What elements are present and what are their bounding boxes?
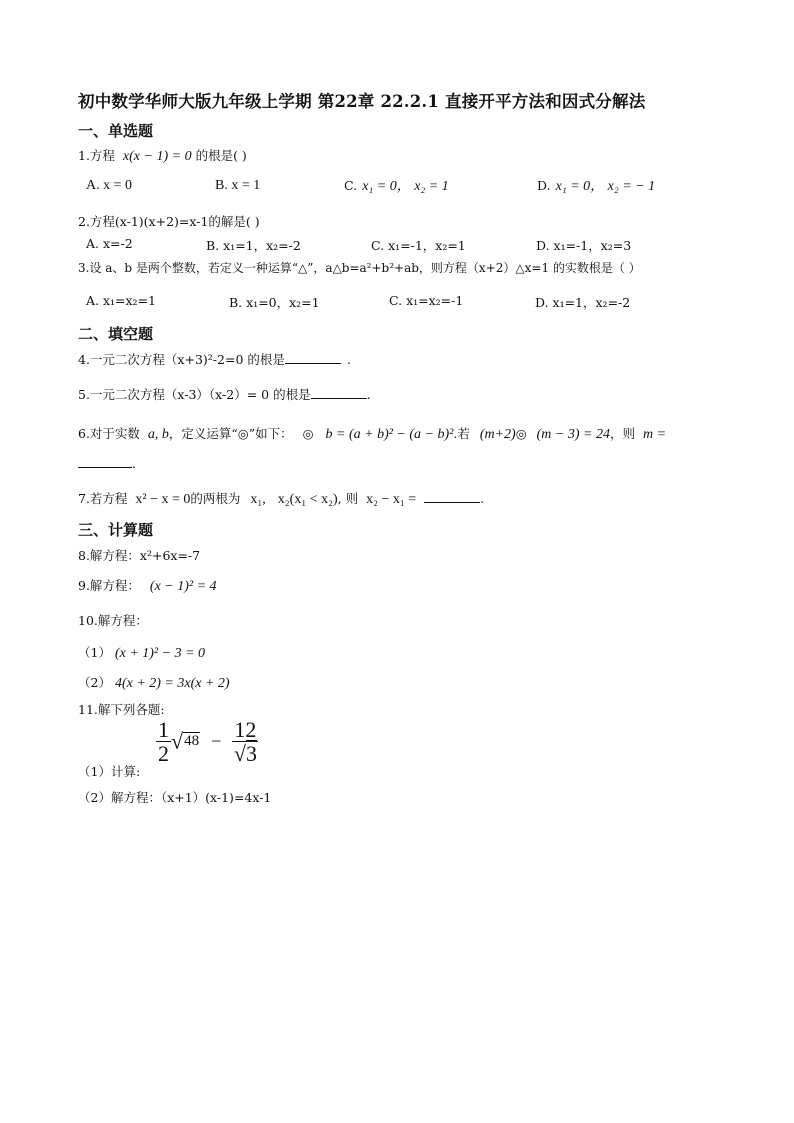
q7-mid: 的两根为	[190, 491, 241, 506]
q11-fraction-num: 12	[234, 717, 257, 742]
q1-prefix: 1.方程	[78, 148, 115, 163]
q5-end: .	[366, 387, 371, 402]
q3-option-a: A. x₁=x₂=1	[86, 293, 156, 308]
question-11: 11.解下列各题:	[78, 702, 165, 717]
q1-option-b: B. x = 1	[215, 178, 261, 193]
section-heading-calculation: 三、计算题	[78, 521, 154, 539]
section-heading-fill-blank: 二、填空题	[78, 325, 154, 343]
q6-operator-2: ◎	[515, 426, 527, 441]
q7-x1: x₁,	[250, 492, 266, 507]
q10-part-1	[78, 643, 205, 662]
q1-option-d-math: x₁ = 0， x₂ = − 1	[555, 179, 656, 194]
q1-option-c	[344, 175, 449, 195]
question-4	[78, 350, 351, 368]
q7-end: .	[480, 491, 485, 506]
q11-fraction	[232, 718, 258, 765]
q1-option-c-math: x₁ = 0， x₂ = 1	[362, 179, 449, 194]
q2-option-c: C. x₁=-1，x₂=1	[371, 238, 466, 253]
q9-equation: (x − 1)² = 4	[149, 579, 217, 594]
question-5	[78, 385, 371, 403]
q11-radicand-48: 48	[184, 733, 200, 750]
q6-definition: b = (a + b)² − (a − b)²	[325, 427, 454, 442]
q11-expression	[156, 718, 258, 765]
q7-x2: x₂(x₁ < x₂)	[277, 492, 338, 507]
q6-prefix: 6.对于实数	[78, 426, 140, 441]
question-10: 10.解方程：	[78, 613, 148, 628]
q4-answer-blank[interactable]	[285, 351, 341, 364]
q1-option-d-label: D.	[537, 178, 551, 193]
q7-equation: x² − x = 0	[135, 492, 191, 507]
q10-part-2	[78, 673, 230, 692]
q5-text: 5.一元二次方程（x-3）（x-2）= 0 的根是	[78, 387, 311, 402]
q1-option-c-label: C.	[344, 178, 358, 193]
q7-prefix: 7.若方程	[78, 491, 128, 506]
q6-rhs: (m − 3) = 24	[536, 427, 610, 442]
q2-option-b: B. x₁=1，x₂=-2	[206, 238, 301, 253]
q1-suffix: 的根是( )	[195, 148, 247, 163]
q10-part-1-label: （1）	[78, 645, 111, 660]
question-7	[78, 489, 484, 508]
q1-option-a: A. x = 0	[86, 178, 133, 193]
question-3: 3.设 a、b 是两个整数，若定义一种运算“△”，a△b=a²+b²+ab，则方程（x+2）△x=1 的实数根是（ ）	[78, 261, 641, 275]
q6-ruo: .若	[453, 426, 470, 441]
section-heading-single-choice: 一、单选题	[78, 122, 154, 140]
question-9	[78, 576, 217, 595]
q7-ze: , 则	[337, 491, 359, 506]
question-8: 8.解方程：x²+6x=-7	[78, 548, 201, 563]
q1-equation: x(x − 1) = 0	[122, 149, 192, 164]
q10-part-1-equation: (x + 1)² − 3 = 0	[114, 646, 206, 661]
q11-part-2: （2）解方程：（x+1）(x-1)=4x-1	[78, 790, 272, 805]
q11-minus: −	[211, 731, 222, 752]
q11-half-num: 1	[158, 717, 169, 742]
q6-m: m =	[642, 427, 667, 442]
q11-sqrt-sign: √	[171, 728, 184, 754]
q11-half-den: 2	[158, 741, 169, 767]
q6-mid: ，定义运算“◎”如下：	[168, 426, 293, 441]
question-2: 2.方程(x-1)(x+2)=x-1的解是( )	[78, 214, 260, 229]
q3-option-d: D. x₁=1，x₂=-2	[535, 295, 631, 310]
q10-part-2-label: （2）	[78, 675, 111, 690]
q11-radicand-3: 3	[245, 741, 257, 767]
q11-part-1: （1）计算:	[78, 764, 141, 779]
q3-option-c: C. x₁=x₂=-1	[389, 293, 464, 308]
q3-option-b: B. x₁=0，x₂=1	[229, 295, 320, 310]
q5-answer-blank[interactable]	[311, 386, 367, 399]
q4-text: 4.一元二次方程（x+3)²-2=0 的根是	[78, 352, 285, 367]
question-6	[78, 424, 666, 443]
q7-answer-blank[interactable]	[424, 490, 480, 503]
q6-operator: ◎	[302, 426, 314, 441]
q9-text: 9.解方程：	[78, 578, 140, 593]
q11-sqrt-sign-2: √	[233, 741, 246, 767]
q2-option-d: D. x₁=-1，x₂=3	[536, 238, 632, 253]
q6-answer-blank[interactable]	[78, 455, 132, 468]
q11-fraction-den	[232, 742, 258, 765]
q6-vars: a, b	[147, 427, 169, 442]
page-title: 初中数学华师大版九年级上学期 第22章 22.2.1 直接开平方法和因式分解法	[78, 92, 646, 111]
q11-half-fraction	[156, 718, 171, 765]
q6-answer-line	[78, 455, 136, 471]
q1-option-d	[537, 175, 655, 195]
q6-ze: ，则	[609, 426, 635, 441]
q6-lhs: (m+2)	[479, 427, 516, 442]
q4-end: .	[346, 352, 351, 367]
q2-option-a: A. x=-2	[86, 236, 133, 251]
question-1	[78, 146, 247, 165]
q6-end: .	[132, 456, 136, 471]
q10-part-2-equation: 4(x + 2) = 3x(x + 2)	[114, 676, 230, 691]
q7-expression: x₂ − x₁ =	[366, 492, 417, 507]
